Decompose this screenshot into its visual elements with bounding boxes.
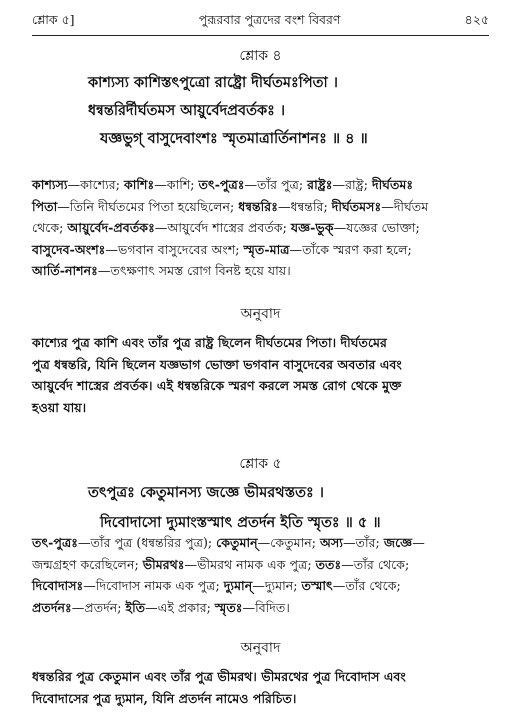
synonym-word: আয়ুর্বেদ-প্রবর্তকঃ <box>67 220 155 235</box>
synonym-word: প্রতর্দনঃ <box>32 599 72 615</box>
synonym-gloss: —তাঁর থেকে; <box>341 556 410 572</box>
translation-4-title: অনুবাদ <box>240 306 281 322</box>
page-header <box>32 8 489 32</box>
synonym-line <box>32 532 489 554</box>
synonym-gloss: জন্মগ্রহণ করেছিলেন; <box>32 556 143 572</box>
synonym-gloss: —তিনি দীর্ঘতমের পিতা হয়েছিলেন; <box>57 198 239 214</box>
synonym-word: রাষ্ট্রঃ <box>307 177 333 192</box>
verse-4 <box>32 44 489 152</box>
synonym-word: বাসুদেব-অংশঃ <box>32 241 106 257</box>
synonym-gloss: —ধন্বন্তরি; <box>277 198 332 214</box>
verse-5 <box>32 452 489 536</box>
synonym-gloss: —তাঁর পুত্র (ধন্বন্তরির পুত্র); <box>77 535 217 550</box>
translation-4-line-3: আয়ুর্বেদ শাস্ত্রের প্রবর্তক। এই ধন্বন্তরিকে স্মরণ করলে সমস্ত রোগ থেকে মুক্ত <box>32 378 402 393</box>
synonym-gloss: —যজ্ঞের ভোক্তা; <box>333 220 420 235</box>
synonym-gloss: —তাঁর; <box>342 535 384 550</box>
header-rule <box>32 35 489 36</box>
synonym-word: কাশিঃ <box>123 177 155 192</box>
synonym-word: স্মৃত-মাত্র <box>243 241 290 257</box>
verse-4-line-2: ধন্বন্তরির্দীর্ঘতমস আয়ুর্বেদপ্রবর্তকঃ । <box>88 102 286 119</box>
verse-5-title: শ্লোক ৫ <box>239 456 282 472</box>
translation-5-line-2: দিবোদাসের পুত্র দ্যুমান, যিনি প্রতর্দন নামেও পরিচিত। <box>32 690 297 706</box>
synonym-gloss: —প্রতর্দন; <box>71 599 126 615</box>
synonym-line <box>32 597 489 619</box>
synonym-gloss: —দীর্ঘতম <box>381 198 429 214</box>
synonym-gloss: —তাঁর পুত্র; <box>244 177 308 192</box>
verse-4-line-3: যজ্ঞভুগ্ বাসুদেবাংশঃ স্মৃতমাত্রার্তিনাশনঃ ॥ ৪ ॥ <box>100 130 368 147</box>
synonym-word: দীর্ঘতমসঃ <box>331 198 382 214</box>
synonym-word: অস্য <box>320 535 343 550</box>
verse-5-line-1: তৎপুত্রঃ কেতুমানস্য জজ্ঞে ভীমরথস্ততঃ । <box>88 484 324 501</box>
synonym-word: তৎ-পুত্রঃ <box>32 535 78 550</box>
synonym-line <box>32 575 489 597</box>
synonym-gloss: থেকে; <box>32 220 68 235</box>
header-chapter-title: পুরূরবার পুত্রদের বংশ বিবরণ <box>198 12 341 27</box>
synonym-line <box>32 554 489 576</box>
synonym-gloss: —ভীমরথ নামক এক পুত্র; <box>184 556 316 572</box>
synonyms-5-text <box>32 532 489 618</box>
synonym-word: ধন্বন্তরিঃ <box>238 198 278 214</box>
synonym-gloss: —কেতুমান; <box>257 535 321 550</box>
translation-4-line-2: পুত্র ধন্বন্তরি, যিনি ছিলেন যজ্ঞভাগ ভোক্তা ভগবান বাসুদেবের অবতার এবং <box>32 356 402 372</box>
synonym-word: তস্মাৎ <box>301 578 333 593</box>
header-page-number: ৪২৫ <box>464 12 489 27</box>
synonym-line <box>32 260 489 282</box>
synonym-gloss: —বিদিত। <box>242 599 290 615</box>
translation-5 <box>32 636 489 709</box>
verse-4-title: শ্লোক ৪ <box>239 48 282 64</box>
translation-5-title: অনুবাদ <box>240 640 281 656</box>
synonym-word: ইতি <box>125 599 146 615</box>
synonym-word: দীর্ঘতমঃ <box>371 177 414 192</box>
synonym-word: আর্তি-নাশনঃ <box>32 263 98 278</box>
synonym-gloss: —তাঁর থেকে; <box>332 578 401 593</box>
synonym-word: যজ্ঞ-ভুক্ <box>290 220 334 235</box>
synonym-word: কেতুমান্ <box>216 535 258 550</box>
synonym-gloss: —কাশি; <box>154 177 199 192</box>
synonym-gloss: —তাঁকে স্মরণ করা হলে; <box>289 241 412 257</box>
synonym-word: কাশ্যস্য <box>32 177 68 192</box>
synonym-word: ততঃ <box>315 556 342 572</box>
header-verse-ref: শ্লোক ৫] <box>32 12 75 27</box>
synonym-gloss: —আয়ুর্বেদ শাস্ত্রের প্রবর্তক; <box>154 220 291 235</box>
synonym-gloss: —তৎক্ষণাৎ সমস্ত রোগ বিনষ্ট হয়ে যায়। <box>97 263 291 278</box>
translation-4 <box>32 302 489 418</box>
synonym-gloss: —ভগবান বাসুদেবের অংশ; <box>105 241 244 257</box>
synonym-gloss: —দিবোদাস নামক এক পুত্র; <box>83 578 224 593</box>
synonym-word: দ্যুমান্ <box>223 578 253 593</box>
synonyms-5 <box>32 532 489 618</box>
translation-4-line-1: কাশ্যের পুত্র কাশি এবং তাঁর পুত্র রাষ্ট্র ছিলেন দীর্ঘতমের পিতা। দীর্ঘতমের <box>32 335 387 350</box>
synonym-word: পিতা <box>32 198 58 214</box>
verse-4-line-1: কাশ্যস্য কাশিস্তৎপুত্রো রাষ্ট্রো দীর্ঘতমঃপিতা । <box>88 74 338 91</box>
synonym-line <box>32 174 489 196</box>
synonym-word: স্মৃতঃ <box>214 599 243 615</box>
synonym-line <box>32 196 489 218</box>
synonym-gloss: —কাশ্যের; <box>67 177 124 192</box>
translation-4-line-4: হওয়া যায়। <box>32 399 87 415</box>
synonym-gloss: —রাষ্ট্র; <box>332 177 372 192</box>
synonym-gloss: —এই প্রকার; <box>145 599 215 615</box>
translation-5-line-1: ধন্বন্তরির পুত্র কেতুমান এবং তাঁর পুত্র ভীমরথ। ভীমরথের পুত্র দিবোদাস এবং <box>32 669 406 684</box>
synonym-word: দিবোদাসঃ <box>32 578 84 593</box>
synonym-word: তৎ-পুত্রঃ <box>198 177 245 192</box>
synonym-word: জজ্ঞে <box>383 535 413 550</box>
synonym-word: ভীমরথঃ <box>142 556 185 572</box>
synonym-gloss: —দ্যুমান; <box>252 578 302 593</box>
synonyms-4-text <box>32 174 489 282</box>
synonym-line <box>32 239 489 261</box>
synonym-line <box>32 217 489 239</box>
verse-5-line-2: দিবোদাসো দ্যুমাংস্তস্মাৎ প্রতর্দন ইতি স্মৃতঃ ॥ ৫ ॥ <box>100 514 381 531</box>
synonyms-4 <box>32 174 489 282</box>
synonym-gloss: — <box>412 535 425 550</box>
